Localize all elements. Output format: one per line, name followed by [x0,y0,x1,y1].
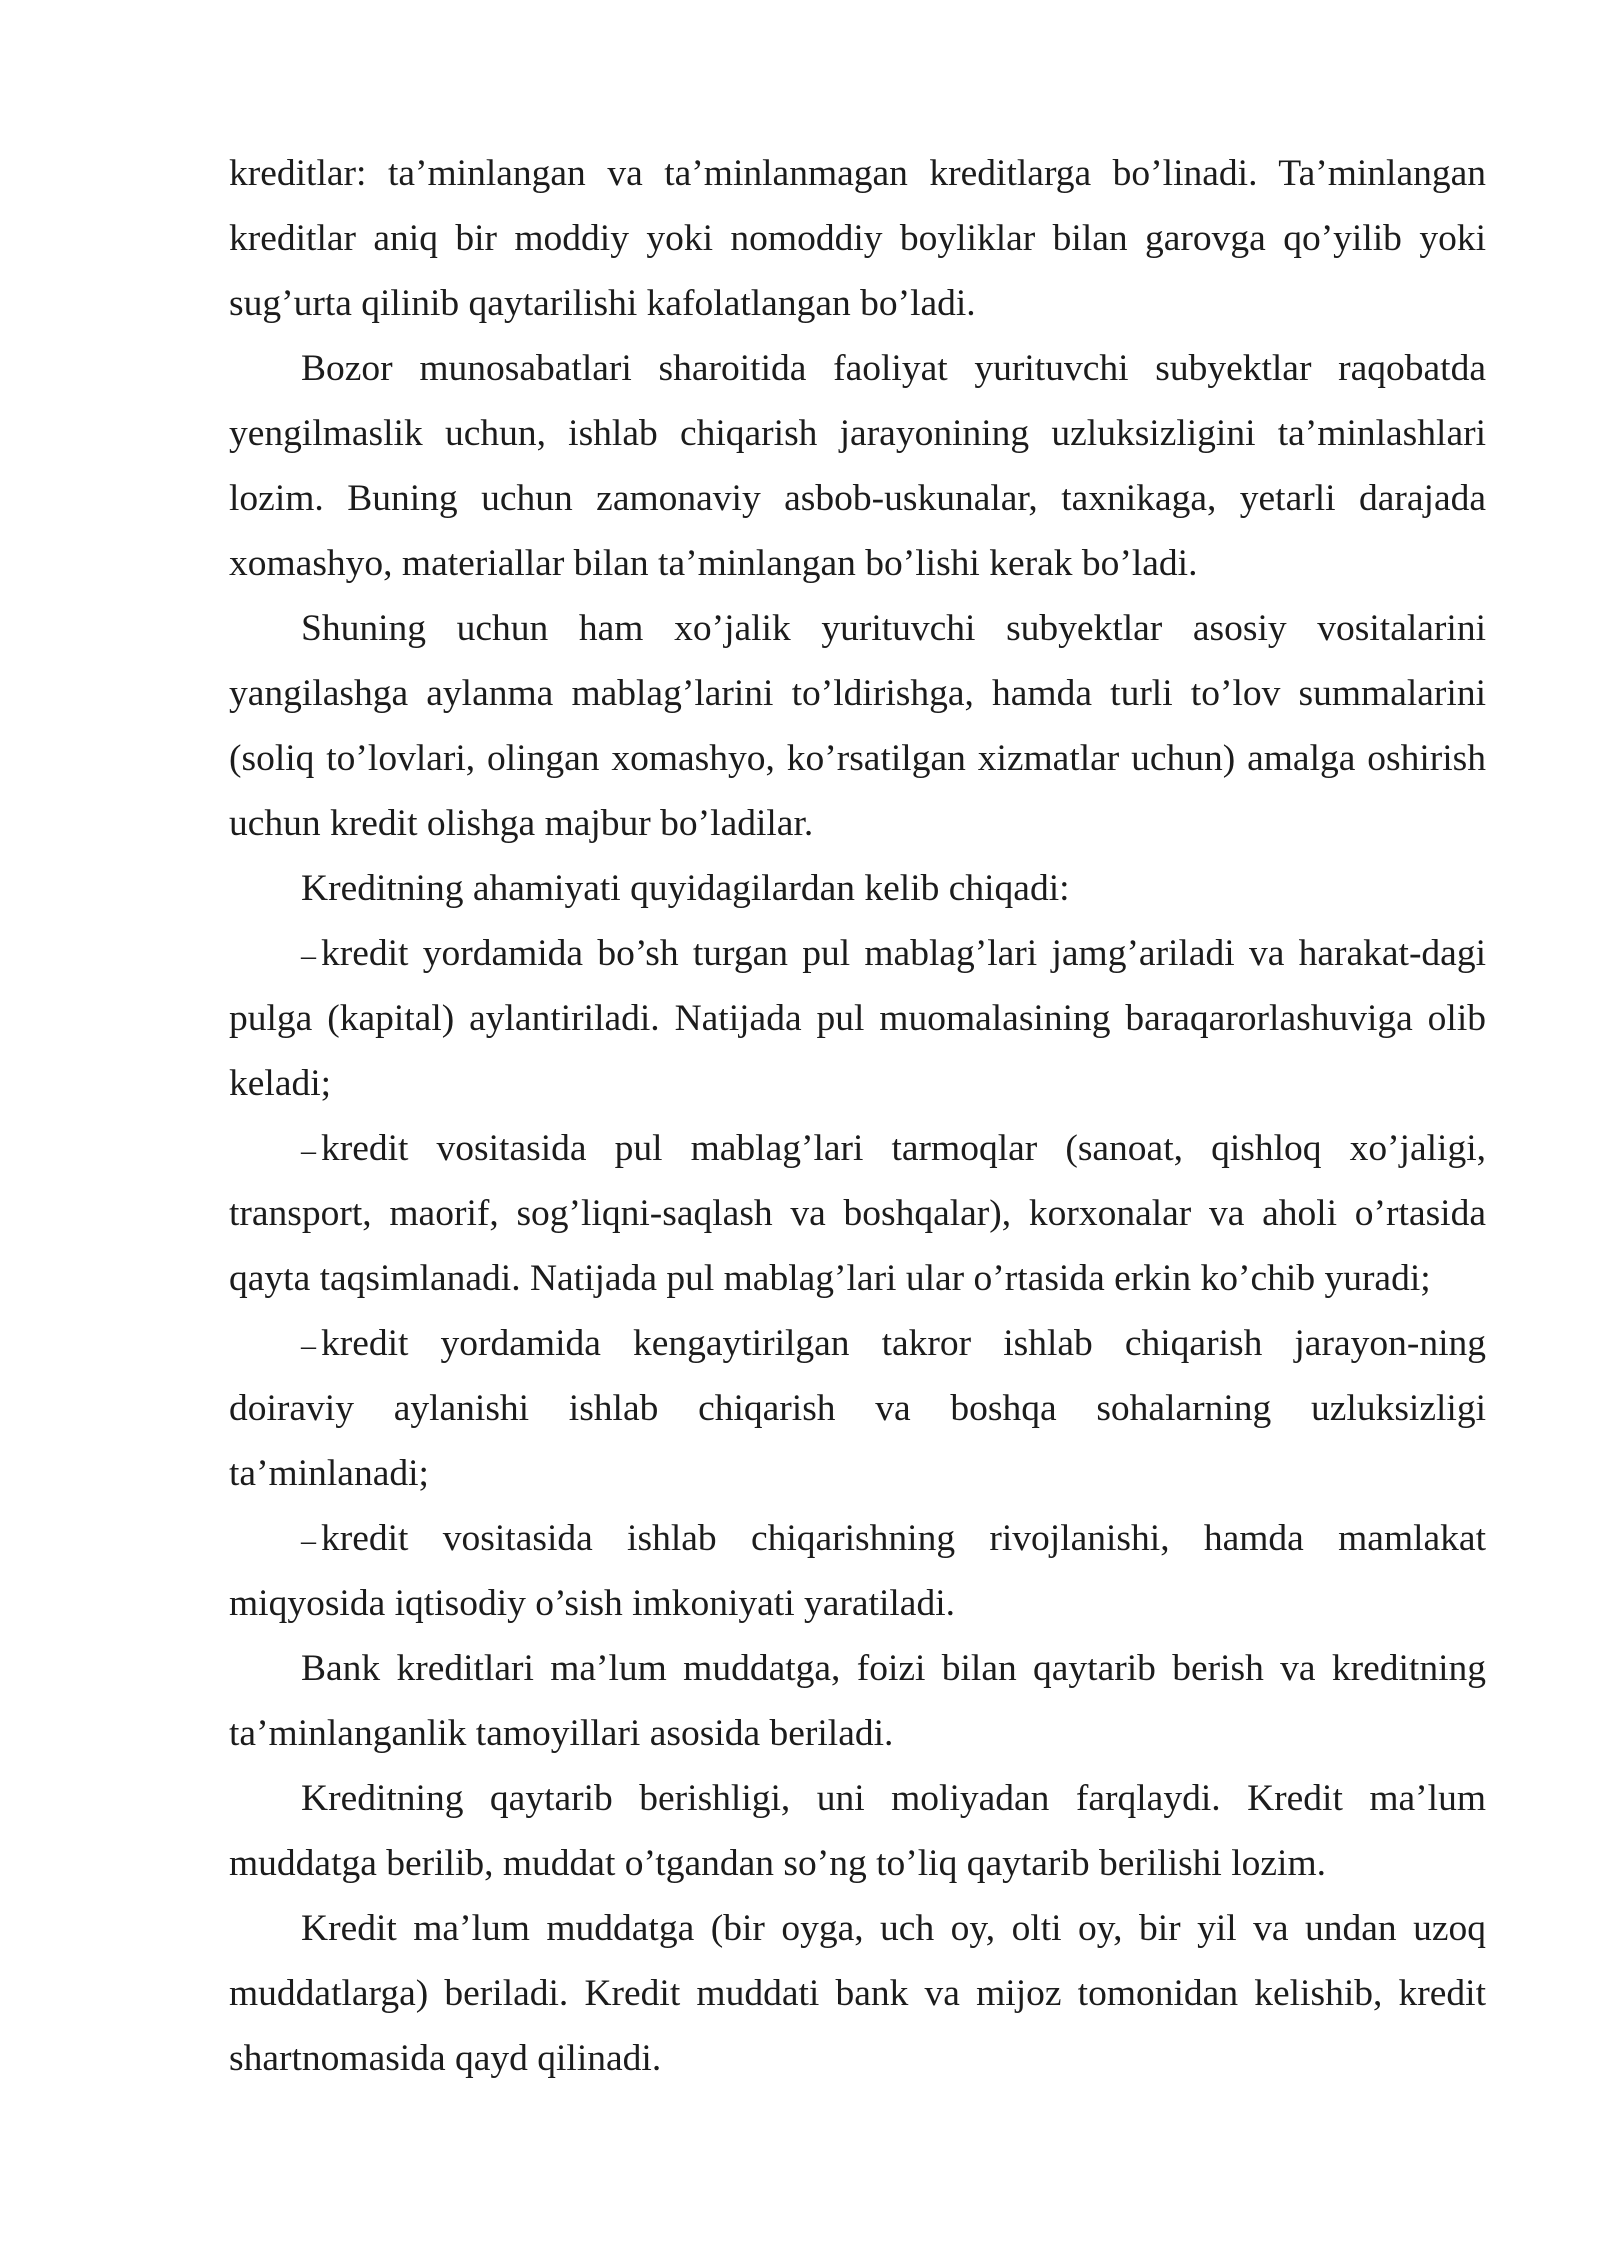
text-line: ta’minlanganlik tamoyillari asosida beriladi. [229,1713,894,1754]
text-line: lozim. Buning uchun zamonaviy asbob-uskunalar, taxnikaga, yetarli darajada [229,478,1486,519]
list-item-text: kredit yordamida kengaytirilgan takror ishlab chiqarish jarayon-ning [321,1323,1486,1364]
list-item-text: kredit vositasida pul mablag’lari tarmoqlar (sanoat, qishloq xo’jaligi, [321,1128,1486,1169]
text-line: sug’urta qilinib qaytarilishi kafolatlangan bo’ladi. [229,283,976,324]
text-line: kreditlar: ta’minlangan va ta’minlanmagan kreditlarga bo’linadi. Ta’minlangan [229,153,1486,194]
text-line: Kredit ma’lum muddatga (bir oyga, uch oy, olti oy, bir yil va undan uzoq [301,1908,1486,1949]
text-line: muddatga berilib, muddat o’tgandan so’ng to’liq qaytarib berilishi lozim. [229,1843,1327,1884]
text-line: yangilashga aylanma mablag’larini to’ldirishga, hamda turli to’lov summalarini [229,673,1486,714]
list-marker: – [301,1329,316,1362]
text-line [229,921,1486,986]
text-line: kreditlar aniq bir moddiy yoki nomoddiy boyliklar bilan garovga qo’yilib yoki [229,218,1486,259]
list-item [229,1311,1486,1506]
text-line: miqyosida iqtisodiy o’sish imkoniyati yaratiladi. [229,1583,955,1624]
paragraph [229,1896,1486,2091]
list-item [229,1116,1486,1311]
list-marker: – [301,939,316,972]
text-line: Shuning uchun ham xo’jalik yurituvchi subyektlar asosiy vositalarini [301,608,1486,649]
text-line: Kreditning ahamiyati quyidagilardan kelib chiqadi: [301,868,1070,909]
text-line [229,1311,1486,1376]
list-marker: – [301,1134,316,1167]
text-line [229,1506,1486,1571]
text-line: yengilmaslik uchun, ishlab chiqarish jarayonining uzluksizligini ta’minlashlari [229,413,1486,454]
list-item [229,1506,1486,1636]
paragraph [229,1636,1486,1766]
text-line: uchun kredit olishga majbur bo’ladilar. [229,803,814,844]
text-line: xomashyo, materiallar bilan ta’minlangan bo’lishi kerak bo’ladi. [229,543,1198,584]
text-line: Bozor munosabatlari sharoitida faoliyat yurituvchi subyektlar raqobatda [301,348,1486,389]
list-item-text: kredit yordamida bo’sh turgan pul mablag’lari jamg’ariladi va harakat-dagi [321,933,1486,974]
paragraph [229,336,1486,596]
text-line: Kreditning qaytarib berishligi, uni moliyadan farqlaydi. Kredit ma’lum [301,1778,1486,1819]
text-line: shartnomasida qayd qilinadi. [229,2038,662,2079]
paragraph [229,1766,1486,1896]
text-line: (soliq to’lovlari, olingan xomashyo, ko’rsatilgan xizmatlar uchun) amalga oshirish [229,738,1486,779]
list-item-text: kredit vositasida ishlab chiqarishning rivojlanishi, hamda mamlakat [321,1518,1486,1559]
text-line: pulga (kapital) aylantiriladi. Natijada pul muomalasining baraqarorlashuviga olib [229,998,1486,1039]
list-marker: – [301,1524,316,1557]
text-line: transport, maorif, sog’liqni-saqlash va boshqalar), korxonalar va aholi o’rtasida [229,1193,1486,1234]
text-line: keladi; [229,1063,332,1104]
text-line: doiraviy aylanishi ishlab chiqarish va boshqa sohalarning uzluksizligi [229,1388,1486,1429]
list-item [229,921,1486,1116]
paragraph [229,856,1486,921]
paragraph [229,596,1486,856]
text-line: muddatlarga) beriladi. Kredit muddati bank va mijoz tomonidan kelishib, kredit [229,1973,1486,2014]
paragraph [229,141,1486,336]
text-line: Bank kreditlari ma’lum muddatga, foizi bilan qaytarib berish va kreditning [301,1648,1486,1689]
text-line: qayta taqsimlanadi. Natijada pul mablag’lari ular o’rtasida erkin ko’chib yuradi; [229,1258,1431,1299]
text-line [229,1116,1486,1181]
text-line: ta’minlanadi; [229,1453,429,1494]
